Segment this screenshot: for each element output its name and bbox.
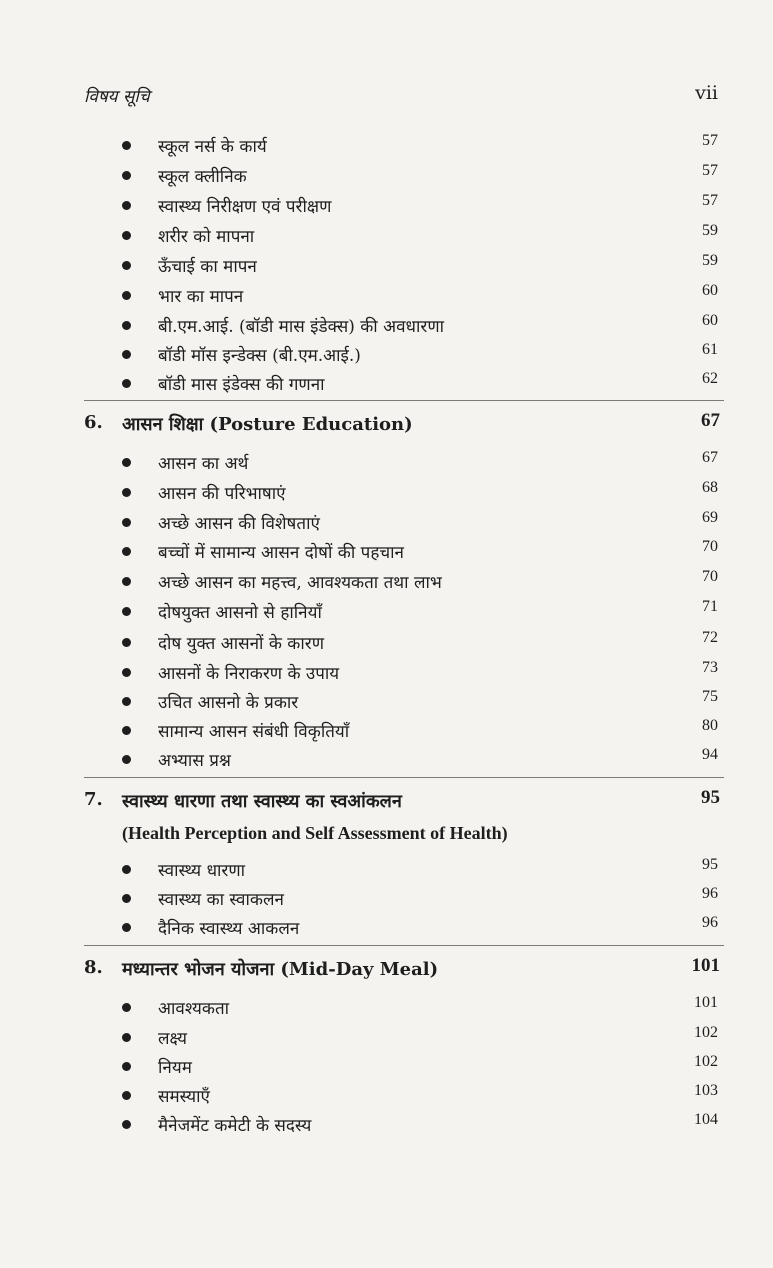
toc-item-title: स्वास्थ्य निरीक्षण एवं परीक्षण	[158, 197, 332, 217]
bullet-icon	[122, 865, 131, 874]
chapter-number: 7.	[84, 789, 103, 810]
toc-item-page: 62	[702, 370, 718, 387]
bullet-icon	[122, 638, 131, 647]
toc-item[interactable]	[0, 132, 773, 162]
toc-item-title: स्कूल क्लीनिक	[158, 167, 247, 187]
toc-item[interactable]	[0, 1082, 773, 1112]
bullet-icon	[122, 201, 131, 210]
bullet-icon	[122, 607, 131, 616]
toc-item-title: बी.एम.आई. (बॉडी मास इंडेक्स) की अवधारणा	[158, 317, 445, 337]
toc-item[interactable]	[0, 598, 773, 628]
bullet-icon	[122, 141, 131, 150]
bullet-icon	[122, 1003, 131, 1012]
toc-item[interactable]	[0, 341, 773, 371]
toc-item[interactable]	[0, 717, 773, 747]
toc-item[interactable]	[0, 629, 773, 659]
bullet-icon	[122, 350, 131, 359]
toc-item[interactable]	[0, 688, 773, 718]
bullet-icon	[122, 171, 131, 180]
chapter-title: मध्यान्तर भोजन योजना (Mid-Day Meal)	[122, 959, 439, 980]
bullet-icon	[122, 1062, 131, 1071]
toc-item-title: दैनिक स्वास्थ्य आकलन	[158, 919, 300, 939]
toc-item-page: 94	[702, 746, 718, 763]
bullet-icon	[122, 726, 131, 735]
chapter-page: 67	[701, 410, 720, 431]
toc-item-page: 59	[702, 222, 718, 239]
toc-item-title: सामान्य आसन संबंधी विकृतियाँ	[158, 722, 350, 742]
toc-item[interactable]	[0, 192, 773, 222]
toc-item-title: स्कूल नर्स के कार्य	[158, 137, 267, 157]
toc-item-title: आसन का अर्थ	[158, 454, 249, 474]
toc-item[interactable]	[0, 568, 773, 598]
toc-item-page: 104	[694, 1111, 718, 1128]
toc-item-title: नियम	[158, 1058, 192, 1078]
chapter-heading[interactable]	[0, 787, 773, 857]
toc-item-title: भार का मापन	[158, 287, 244, 307]
bullet-icon	[122, 379, 131, 388]
toc-item-page: 95	[702, 856, 718, 873]
bullet-icon	[122, 547, 131, 556]
toc-item-page: 103	[694, 1082, 718, 1099]
toc-item-page: 72	[702, 629, 718, 646]
toc-item-title: आसनों के निराकरण के उपाय	[158, 664, 340, 684]
toc-item[interactable]	[0, 1053, 773, 1083]
toc-item[interactable]	[0, 885, 773, 915]
toc-item-page: 67	[702, 449, 718, 466]
toc-item-page: 57	[702, 162, 718, 179]
chapter-number: 8.	[84, 957, 103, 978]
bullet-icon	[122, 291, 131, 300]
running-title: विषय सूचि	[84, 87, 150, 107]
bullet-icon	[122, 697, 131, 706]
chapter-heading[interactable]	[0, 410, 773, 442]
toc-item-page: 101	[694, 994, 718, 1011]
toc-item-page: 70	[702, 568, 718, 585]
toc-item-page: 59	[702, 252, 718, 269]
divider	[84, 777, 724, 778]
toc-item[interactable]	[0, 370, 773, 400]
toc-item-page: 73	[702, 659, 718, 676]
toc-item[interactable]	[0, 162, 773, 192]
chapter-subtitle: (Health Perception and Self Assessment of Health)	[122, 823, 508, 843]
bullet-icon	[122, 518, 131, 527]
toc-item-page: 96	[702, 885, 718, 902]
toc-item-title: शरीर को मापना	[158, 227, 255, 247]
toc-item-title: बच्चों में सामान्य आसन दोषों की पहचान	[158, 543, 404, 563]
toc-item-page: 57	[702, 192, 718, 209]
bullet-icon	[122, 668, 131, 677]
bullet-icon	[122, 231, 131, 240]
chapter-title: आसन शिक्षा (Posture Education)	[122, 414, 413, 435]
toc-item-title: बॉडी मास इंडेक्स की गणना	[158, 375, 325, 395]
divider	[84, 400, 724, 401]
bullet-icon	[122, 1091, 131, 1100]
toc-item-title: लक्ष्य	[158, 1029, 187, 1049]
chapter-page: 101	[691, 955, 720, 976]
toc-item[interactable]	[0, 994, 773, 1024]
toc-item-title: आवश्यकता	[158, 999, 230, 1019]
toc-item-title: अच्छे आसन की विशेषताएं	[158, 514, 320, 534]
toc-item[interactable]	[0, 1111, 773, 1141]
toc-item-page: 71	[702, 598, 718, 615]
toc-item[interactable]	[0, 282, 773, 312]
toc-item[interactable]	[0, 449, 773, 479]
toc-item[interactable]	[0, 1024, 773, 1054]
toc-item-page: 57	[702, 132, 718, 149]
toc-item-title: मैनेजमेंट कमेटी के सदस्य	[158, 1116, 312, 1136]
toc-item-page: 102	[694, 1053, 718, 1070]
toc-item-title: दोषयुक्त आसनो से हानियाँ	[158, 603, 322, 623]
toc-item-title: उचित आसनो के प्रकार	[158, 693, 299, 713]
chapter-heading[interactable]	[0, 955, 773, 987]
toc-item-page: 69	[702, 509, 718, 526]
toc-item[interactable]	[0, 914, 773, 944]
toc-item[interactable]	[0, 538, 773, 568]
chapter-number: 6.	[84, 412, 103, 433]
bullet-icon	[122, 923, 131, 932]
toc-item-title: बॉडी मॉस इन्डेक्स (बी.एम.आई.)	[158, 346, 361, 366]
toc-item-title: ऊँचाई का मापन	[158, 257, 257, 277]
bullet-icon	[122, 458, 131, 467]
toc-item-page: 60	[702, 282, 718, 299]
bullet-icon	[122, 1120, 131, 1129]
toc-item-title: अभ्यास प्रश्न	[158, 751, 231, 771]
bullet-icon	[122, 577, 131, 586]
toc-item-title: दोष युक्त आसनों के कारण	[158, 634, 324, 654]
bullet-icon	[122, 894, 131, 903]
toc-item-page: 75	[702, 688, 718, 705]
toc-item-page: 80	[702, 717, 718, 734]
chapter-title: स्वास्थ्य धारणा तथा स्वास्थ्य का स्वआंकलन	[122, 791, 402, 812]
toc-item[interactable]	[0, 479, 773, 509]
divider	[84, 945, 724, 946]
toc-item-page: 61	[702, 341, 718, 358]
toc-item-title: स्वास्थ्य का स्वाकलन	[158, 890, 284, 910]
toc-item-page: 68	[702, 479, 718, 496]
page-number: vii	[695, 82, 718, 104]
toc-item-title: आसन की परिभाषाएं	[158, 484, 286, 504]
toc-item-page: 96	[702, 914, 718, 931]
bullet-icon	[122, 488, 131, 497]
chapter-page: 95	[701, 787, 720, 808]
bullet-icon	[122, 755, 131, 764]
toc-item[interactable]	[0, 856, 773, 886]
toc-item-page: 60	[702, 312, 718, 329]
bullet-icon	[122, 261, 131, 270]
toc-item[interactable]	[0, 252, 773, 282]
toc-item-title: समस्याएँ	[158, 1087, 210, 1107]
toc-item-title: अच्छे आसन का महत्त्व, आवश्यकता तथा लाभ	[158, 573, 442, 593]
toc-item[interactable]	[0, 746, 773, 776]
toc-item-title: स्वास्थ्य धारणा	[158, 861, 246, 881]
toc-item-page: 102	[694, 1024, 718, 1041]
toc-item[interactable]	[0, 509, 773, 539]
bullet-icon	[122, 321, 131, 330]
toc-item-page: 70	[702, 538, 718, 555]
bullet-icon	[122, 1033, 131, 1042]
toc-item[interactable]	[0, 659, 773, 689]
toc-item[interactable]	[0, 222, 773, 252]
toc-item[interactable]	[0, 312, 773, 342]
